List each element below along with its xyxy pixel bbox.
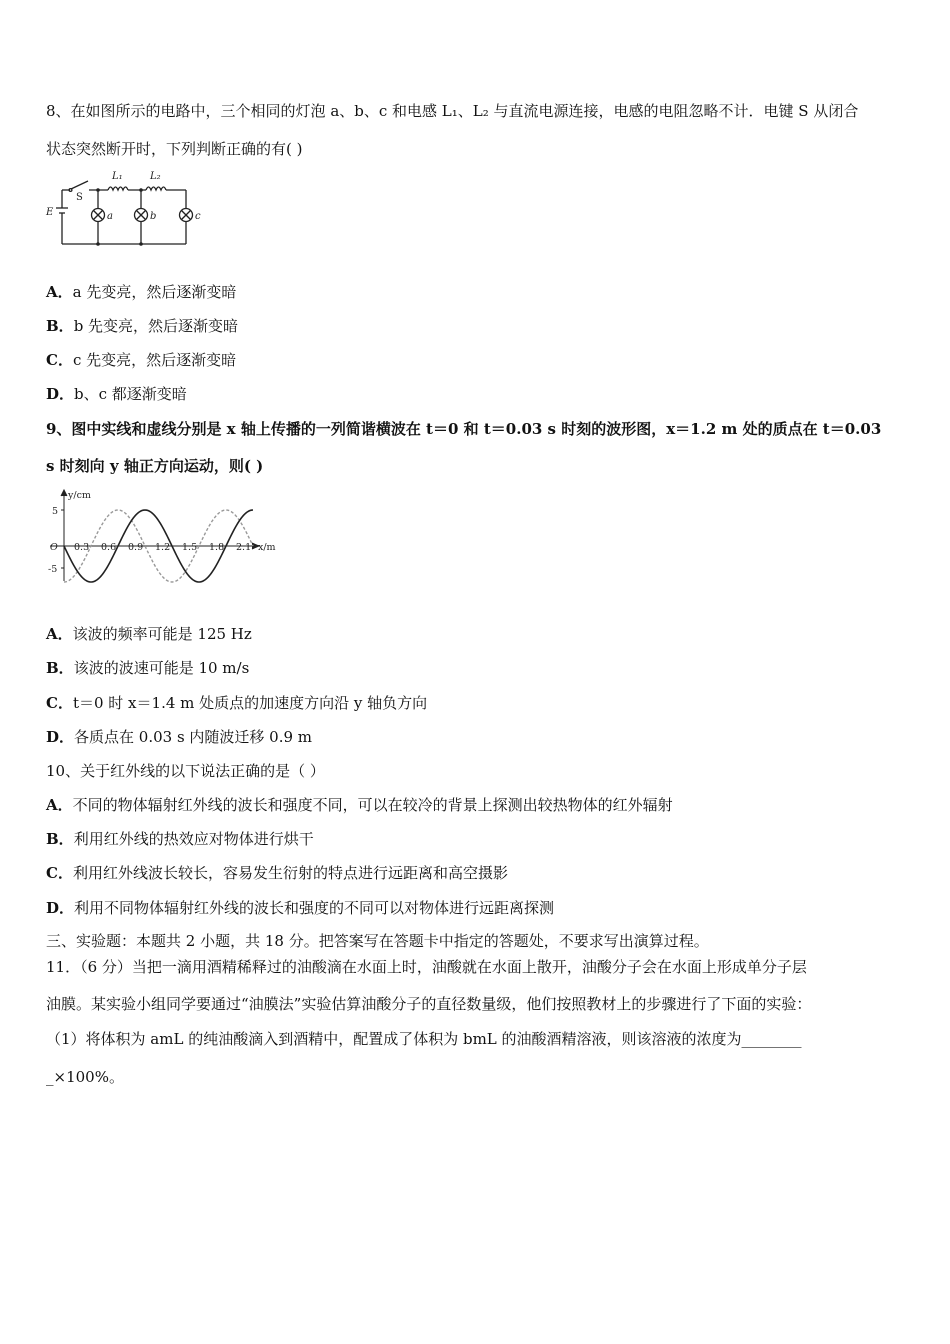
x-axis-label: x/m [258, 542, 276, 553]
q9-option-c: C．t＝0 时 x＝1.4 m 处质点的加速度方向沿 y 轴负方向 [46, 694, 428, 712]
q9-stem-line1: 9、图中实线和虚线分别是 x 轴上传播的一列简谐横波在 t＝0 和 t＝0.03 s 时刻的波形图，x＝1.2 m 处的质点在 t＝0.03 [46, 420, 882, 438]
y-tick-neg: -5 [48, 564, 58, 575]
x-tick: 0.3 [74, 542, 90, 553]
x-tick: 1.5 [182, 542, 198, 553]
q8-option-c: C．c 先变亮，然后逐渐变暗 [46, 351, 237, 369]
q10-option-c: C．利用红外线波长较长，容易发生衍射的特点进行远距离和高空摄影 [46, 864, 508, 882]
label-c: c [195, 211, 201, 222]
q10-option-a: A．不同的物体辐射红外线的波长和强度不同，可以在较冷的背景上探测出较热物体的红外辐射 [46, 796, 673, 814]
q11-line3: （1）将体积为 amL 的纯油酸滴入到酒精中，配置成了体积为 bmL 的油酸酒精溶液，则该溶液的浓度为________ [46, 1030, 802, 1048]
label-a: a [107, 211, 113, 222]
section-heading: 三、实验题：本题共 2 小题，共 18 分。把答案写在答题卡中指定的答题处，不要求写出演算过程。 [46, 932, 709, 950]
x-tick: 1.2 [155, 542, 171, 553]
q8-option-b: B．b 先变亮，然后逐渐变暗 [46, 317, 239, 335]
q11-line1: 11．（6 分）当把一滴用酒精稀释过的油酸滴在水面上时，油酸就在水面上散开，油酸分子会在水面上形成单分子层 [46, 958, 807, 976]
x-tick: 2.1 [236, 542, 252, 553]
label-E: E [46, 207, 54, 218]
q8-stem-line1: 8、在如图所示的电路中，三个相同的灯泡 a、b、c 和电感 L₁、L₂ 与直流电源连接，电感的电阻忽略不计．电键 S 从闭合 [46, 102, 859, 120]
q10-option-b: B．利用红外线的热效应对物体进行烘干 [46, 830, 314, 848]
q10-option-d: D．利用不同物体辐射红外线的波长和强度的不同可以对物体进行远距离探测 [46, 899, 555, 917]
origin-label: O [50, 542, 58, 553]
x-tick: 0.9 [128, 542, 144, 553]
x-tick: 0.6 [101, 542, 117, 553]
q8-option-d: D．b、c 都逐渐变暗 [46, 385, 187, 403]
q9-option-d: D．各质点在 0.03 s 内随波迁移 0.9 m [46, 728, 313, 746]
q9-stem-line2: s 时刻向 y 轴正方向运动，则( ) [46, 457, 264, 475]
q10-stem: 10、关于红外线的以下说法正确的是（ ） [46, 762, 325, 780]
y-axis-label: y/cm [68, 490, 91, 501]
q11-line2: 油膜。某实验小组同学要通过“油膜法”实验估算油酸分子的直径数量级，他们按照教材上的步骤进行了下面的实验： [46, 995, 812, 1013]
q8-stem-line2: 状态突然断开时，下列判断正确的有( ) [46, 140, 303, 158]
y-tick-pos: 5 [52, 506, 59, 517]
wave-graph [44, 486, 280, 586]
label-S: S [76, 192, 83, 203]
label-L2: L₂ [150, 171, 161, 182]
circuit-diagram [44, 168, 224, 250]
q11-line4: _×100%。 [46, 1068, 124, 1086]
label-b: b [150, 211, 157, 222]
x-tick: 1.8 [209, 542, 225, 553]
q9-option-a: A．该波的频率可能是 125 Hz [46, 625, 252, 643]
label-L1: L₁ [112, 171, 123, 182]
q9-option-b: B．该波的波速可能是 10 m/s [46, 659, 250, 677]
q8-option-a: A．a 先变亮，然后逐渐变暗 [46, 283, 237, 301]
